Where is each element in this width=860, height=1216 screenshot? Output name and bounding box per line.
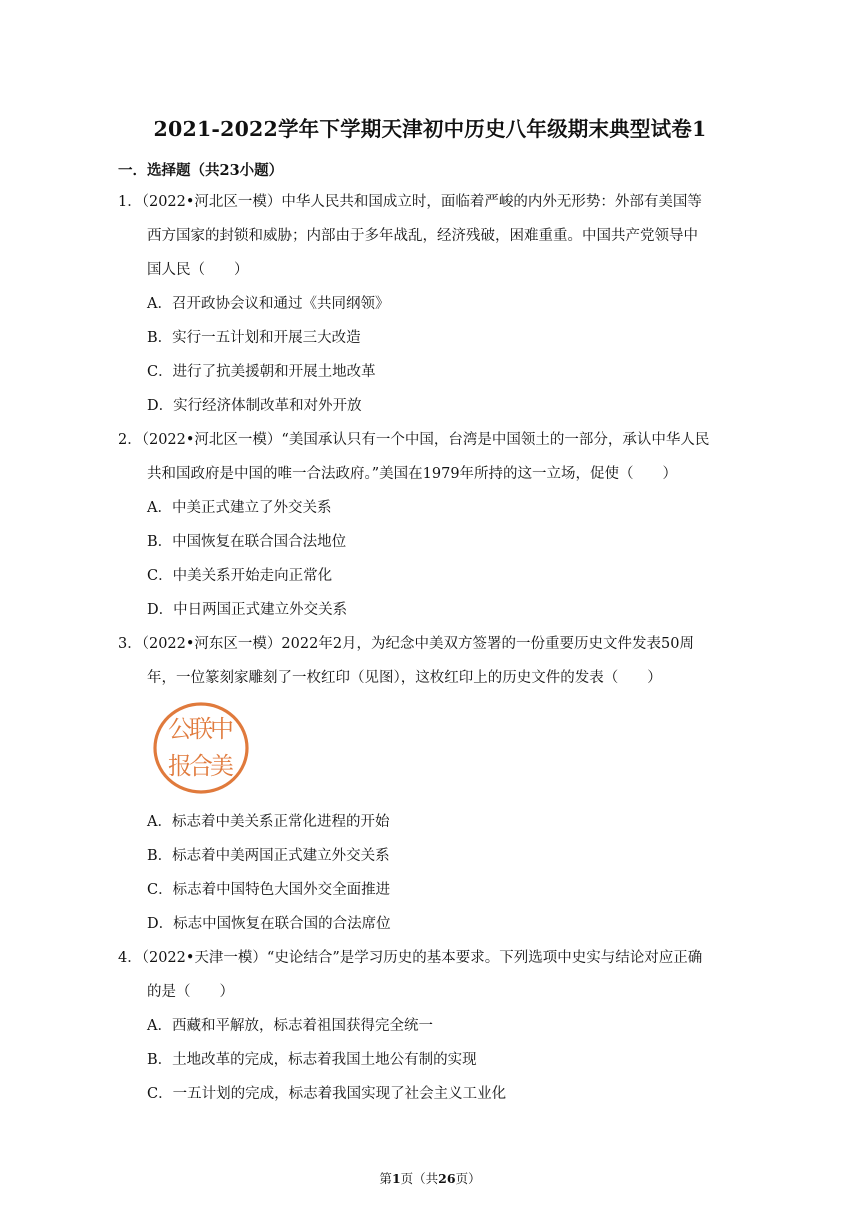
question-1-option-a: A．召开政协会议和通过《共同纲领》 — [147, 296, 390, 312]
question-3-line-1: 3．（2022•河东区一模）2022年2月，为纪念中美双方签署的一份重要历史文件发表50周 — [118, 636, 695, 652]
page-title: 2021-2022学年下学期天津初中历史八年级期末典型试卷1 — [153, 117, 707, 141]
seal-char: 公 — [168, 715, 192, 743]
seal-stamp-image — [151, 700, 251, 796]
section-heading: 一．选择题（共23小题） — [118, 162, 284, 179]
question-1-option-b: B．实行一五计划和开展三大改造 — [147, 330, 361, 346]
question-2-option-a: A．中美正式建立了外交关系 — [147, 500, 332, 516]
question-2-line-2: 共和国政府是中国的唯一合法政府。”美国在1979年所持的这一立场，促使（ ） — [147, 466, 678, 482]
seal-char: 美 — [210, 752, 234, 780]
seal-char: 联 — [189, 715, 213, 743]
question-2-option-d: D．中日两国正式建立外交关系 — [147, 602, 348, 618]
question-3-option-d: D．标志中国恢复在联合国的合法席位 — [147, 916, 391, 932]
question-1-option-d: D．实行经济体制改革和对外开放 — [147, 398, 362, 414]
seal-char: 报 — [168, 752, 192, 780]
question-4-option-a: A．西藏和平解放，标志着祖国获得完全统一 — [147, 1018, 433, 1034]
question-3-option-c: C．标志着中国特色大国外交全面推进 — [147, 882, 391, 898]
question-1-option-c: C．进行了抗美援朝和开展土地改革 — [147, 364, 376, 380]
seal-char: 中 — [210, 715, 234, 743]
question-1-line-3: 国人民（ ） — [147, 262, 249, 278]
question-3-option-b: B．标志着中美两国正式建立外交关系 — [147, 848, 390, 864]
question-4-line-2: 的是（ ） — [147, 984, 234, 1000]
question-2-line-1: 2．（2022•河北区一模）“美国承认只有一个中国，台湾是中国领土的一部分，承认中华人民 — [118, 432, 710, 448]
question-2-option-b: B．中国恢复在联合国合法地位 — [147, 534, 347, 550]
seal-glyphs — [168, 715, 234, 780]
page-total: 26 — [438, 1171, 456, 1186]
page-number: 1 — [391, 1171, 401, 1186]
question-3-option-a: A．标志着中美关系正常化进程的开始 — [147, 814, 390, 830]
question-1-line-1: 1．（2022•河北区一模）中华人民共和国成立时，面临着严峻的内外无形势：外部有美国等 — [118, 194, 702, 210]
question-1-line-2: 西方国家的封锁和威胁；内部由于多年战乱，经济残破，困难重重。中国共产党领导中 — [147, 228, 698, 244]
question-3-line-2: 年，一位篆刻家雕刻了一枚红印（见图），这枚红印上的历史文件的发表（ ） — [147, 670, 662, 686]
question-4-line-1: 4．（2022•天津一模）“史论结合”是学习历史的基本要求。下列选项中史实与结论对应正确 — [118, 950, 703, 966]
question-4-option-c: C．一五计划的完成，标志着我国实现了社会主义工业化 — [147, 1086, 507, 1102]
page-footer: 第1页（共26页） — [379, 1171, 481, 1186]
question-2-option-c: C．中美关系开始走向正常化 — [147, 568, 333, 584]
question-4-option-b: B．土地改革的完成，标志着我国土地公有制的实现 — [147, 1052, 477, 1068]
seal-char: 合 — [189, 752, 213, 780]
